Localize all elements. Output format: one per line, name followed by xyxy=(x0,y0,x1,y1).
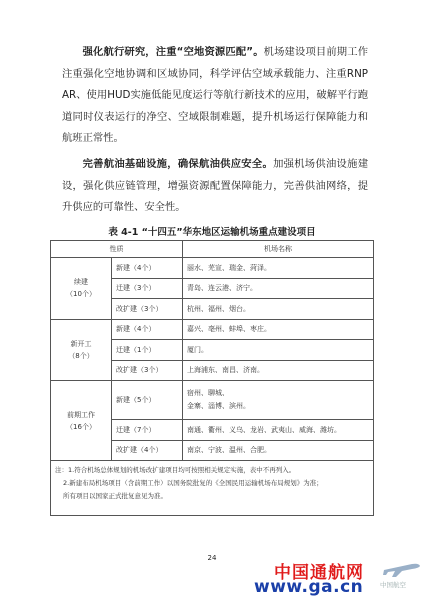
airport-names-cell: 丽水、芜宣、瑞金、菏泽。 xyxy=(183,258,374,279)
airport-names-cell: 厦门。 xyxy=(183,340,374,361)
airplane-icon xyxy=(382,558,422,578)
table-title: 表 4-1 “十四五”华东地区运输机场重点建设项目 xyxy=(108,227,316,238)
airport-projects-table xyxy=(50,240,374,516)
subtype-cell: 改扩建（4个） xyxy=(112,440,183,461)
table-row xyxy=(51,381,374,420)
subtype-cell: 迁建（7个） xyxy=(112,420,183,441)
note-2-continued: 所有项目以国家正式批复意见为准。 xyxy=(63,492,167,500)
watermark xyxy=(252,558,424,600)
category-label: 续建 xyxy=(74,278,88,287)
category-cell xyxy=(51,319,112,381)
subtype-cell: 新建（5个） xyxy=(112,381,183,420)
category-label: 新开工 xyxy=(70,339,92,348)
airport-names-line: 金寨、淄博、滨州。 xyxy=(187,402,250,410)
airport-names-cell: 南通、衢州、义乌、龙岩、武夷山、威海、潍坊。 xyxy=(183,420,374,441)
paragraph-navigation-research xyxy=(62,42,368,150)
subtype-cell: 迁建（1个） xyxy=(112,340,183,361)
table-notes-row xyxy=(51,461,374,516)
watermark-url: www.ga.cn xyxy=(254,577,364,597)
subtype-cell: 迁建（3个） xyxy=(112,278,183,299)
category-cell xyxy=(51,258,112,320)
header-nature: 性质 xyxy=(51,241,183,258)
category-cell xyxy=(51,381,112,461)
category-count: （10个） xyxy=(66,290,96,299)
paragraph-heading: 强化航行研究，注重“空地资源匹配”。 xyxy=(82,46,264,58)
category-count: （16个） xyxy=(66,422,96,431)
airport-names-cell: 青岛、连云港、济宁。 xyxy=(183,278,374,299)
paragraph-body: 机场建设项目前期工作注重强化空地协调和区域协同，科学评估空域承载能力、注重RNP AR、使用HUD实施低能见度运行等航行新技术的应用，破解平行跑道同时仪表运行的净空、空域限制难题，提升机场运行保障能力和航班正常性。 xyxy=(62,46,368,144)
paragraph-fuel-infrastructure xyxy=(62,154,368,219)
category-label: 前期工作 xyxy=(67,410,95,419)
subtype-cell: 改扩建（3个） xyxy=(112,299,183,320)
header-airport-name: 机场名称 xyxy=(183,241,374,258)
subtype-cell: 新建（4个） xyxy=(112,258,183,279)
table-header-row xyxy=(51,241,374,258)
note-1: 注：1.符合机场总体规划的机场改扩建项目均可按照相关规定实施，表中不再列入。 xyxy=(55,466,296,474)
paragraph-heading: 完善航油基础设施，确保航油供应安全。 xyxy=(82,158,274,170)
airport-names-cell: 杭州、福州、烟台。 xyxy=(183,299,374,320)
airport-names-cell xyxy=(183,381,374,420)
table-row xyxy=(51,319,374,340)
subtype-cell: 改扩建（3个） xyxy=(112,360,183,381)
page-number: 24 xyxy=(207,554,217,562)
table-notes xyxy=(51,461,374,516)
airport-names-cell: 嘉兴、亳州、蚌埠、枣庄。 xyxy=(183,319,374,340)
airport-names-cell: 南京、宁波、温州、合肥。 xyxy=(183,440,374,461)
note-2: 2.新建布局机场项目（含前期工作）以国务院批复的《全国民用运输机场布局规划》为准； xyxy=(63,479,323,487)
subtype-cell: 新建（4个） xyxy=(112,319,183,340)
paragraph-body: 加强机场供油设施建设，强化供应链管理，增强资源配置保障能力，完善供油网络，提升供应的可靠性、安全性。 xyxy=(62,158,369,213)
airport-names-line: 宿州、聊城、 xyxy=(187,389,229,397)
watermark-tag: 中国航空 xyxy=(380,581,406,589)
watermark-name: 中国通航网 xyxy=(274,563,364,583)
airport-names-cell: 上海浦东、南昌、济南。 xyxy=(183,360,374,381)
category-count: （8个） xyxy=(68,351,94,360)
table-row xyxy=(51,258,374,279)
